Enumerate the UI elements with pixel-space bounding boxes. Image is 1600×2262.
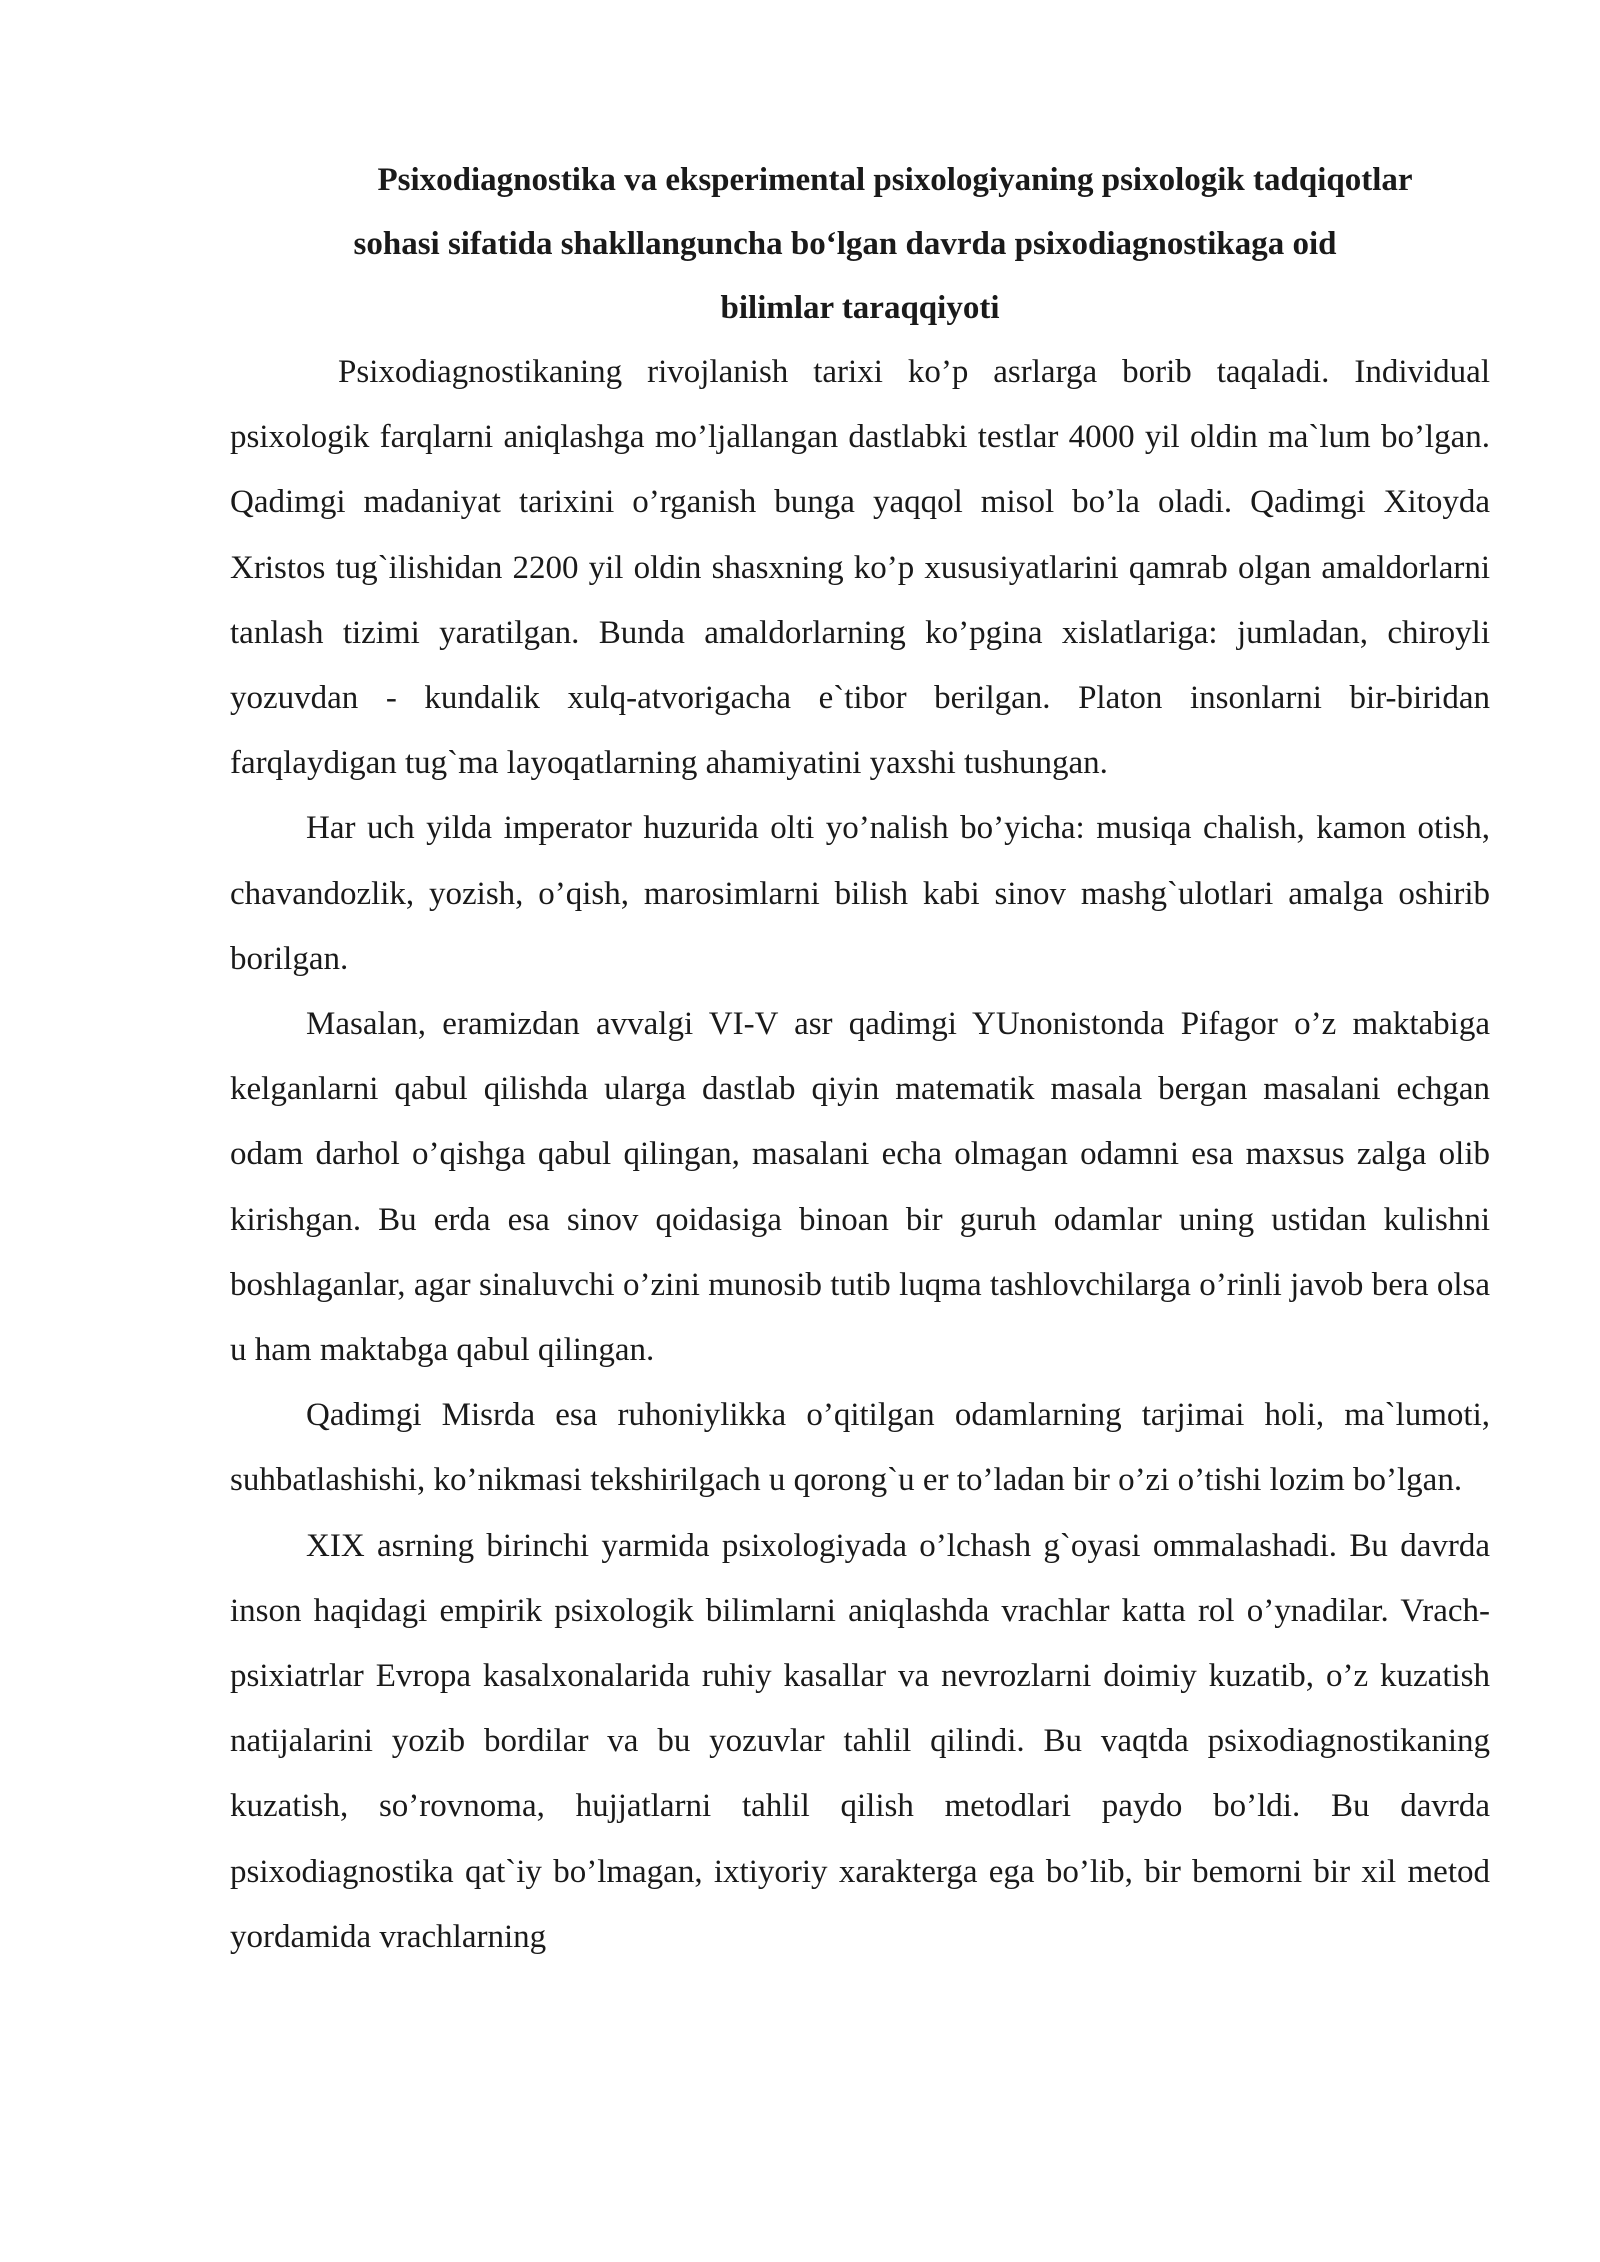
title-line-2: sohasi sifatida shakllanguncha bo‘lgan davrda psixodiagnostikaga oid bbox=[353, 226, 1337, 262]
paragraph-1: Psixodiagnostikaning rivojlanish tarixi ko’p asrlarga borib taqaladi. Individual psixologik farqlarni aniqlashga mo’ljallangan dastlabki testlar 4000 yil oldin ma`lum bo’lgan. Qadimgi madaniyat tarixini o’rganish bunga yaqqol misol bo’la oladi. Qadimgi Xitoyda Xristos tug`ilishidan 2200 yil oldin shasxning ko’p xususiyatlarini qamrab olgan amaldorlarni tanlash tizimi yaratilgan. Bunda amaldorlarning ko’pgina xislatlariga: jumladan, chiroyli yozuvdan - kundalik xulq-atvorigacha e`tibor berilgan. Platon insonlarni bir-biridan farqlaydigan tug`ma layoqatlarning ahamiyatini yaxshi tushungan. bbox=[230, 354, 1490, 782]
paragraph-2: Har uch yilda imperator huzurida olti yo’nalish bo’yicha: musiqa chalish, kamon otish, chavandozlik, yozish, o’qish, marosimlarni bilish kabi sinov mashg`ulotlari amalga oshirib borilgan. bbox=[230, 810, 1490, 977]
document-body bbox=[230, 148, 1490, 1970]
paragraph-3: Masalan, eramizdan avvalgi VI-V asr qadimgi YUnonistonda Pifagor o’z maktabiga kelganlarni qabul qilishda ularga dastlab qiyin matematik masala bergan masalani echgan odam darhol o’qishga qabul qilingan, masalani echa olmagan odamni esa maxsus zalga olib kirishgan. Bu erda esa sinov qoidasiga binoan bir guruh odamlar uning ustidan kulishni boshlaganlar, agar sinaluvchi o’zini munosib tutib luqma tashlovchilarga o’rinli javob bera olsa u ham maktabga qabul qilingan. bbox=[230, 1006, 1490, 1369]
paragraph-5: XIX asrning birinchi yarmida psixologiyada o’lchash g`oyasi ommalashadi. Bu davrda inson haqidagi empirik psixologik bilimlarni aniqlashda vrachlar katta rol o’ynadilar. Vrach-psixiatrlar Evropa kasalxonalarida ruhiy kasallar va nevrozlarni doimiy kuzatib, o’z kuzatish natijalarini yozib bordilar va bu yozuvlar tahlil qilindi. Bu vaqtda psixodiagnostikaning kuzatish, so’rovnoma, hujjatlarni tahlil qilish metodlari paydo bo’ldi. Bu davrda psixodiagnostika qat`iy bo’lmagan, ixtiyoriy xarakterga ega bo’lib, bir bemorni bir xil metod yordamida vrachlarning bbox=[230, 1527, 1490, 1955]
paragraph-4: Qadimgi Misrda esa ruhoniylikka o’qitilgan odamlarning tarjimai holi, ma`lumoti, suhbatlashishi, ko’nikmasi tekshirilgach u qorong`u er to’ladan bir o’zi o’tishi lozim bo’lgan. bbox=[230, 1397, 1490, 1499]
document-title bbox=[230, 148, 1490, 340]
title-line-3: bilimlar taraqqiyoti bbox=[720, 290, 1000, 326]
title-line-1: Psixodiagnostika va eksperimental psixologiyaning psixologik tadqiqotlar bbox=[377, 162, 1413, 198]
